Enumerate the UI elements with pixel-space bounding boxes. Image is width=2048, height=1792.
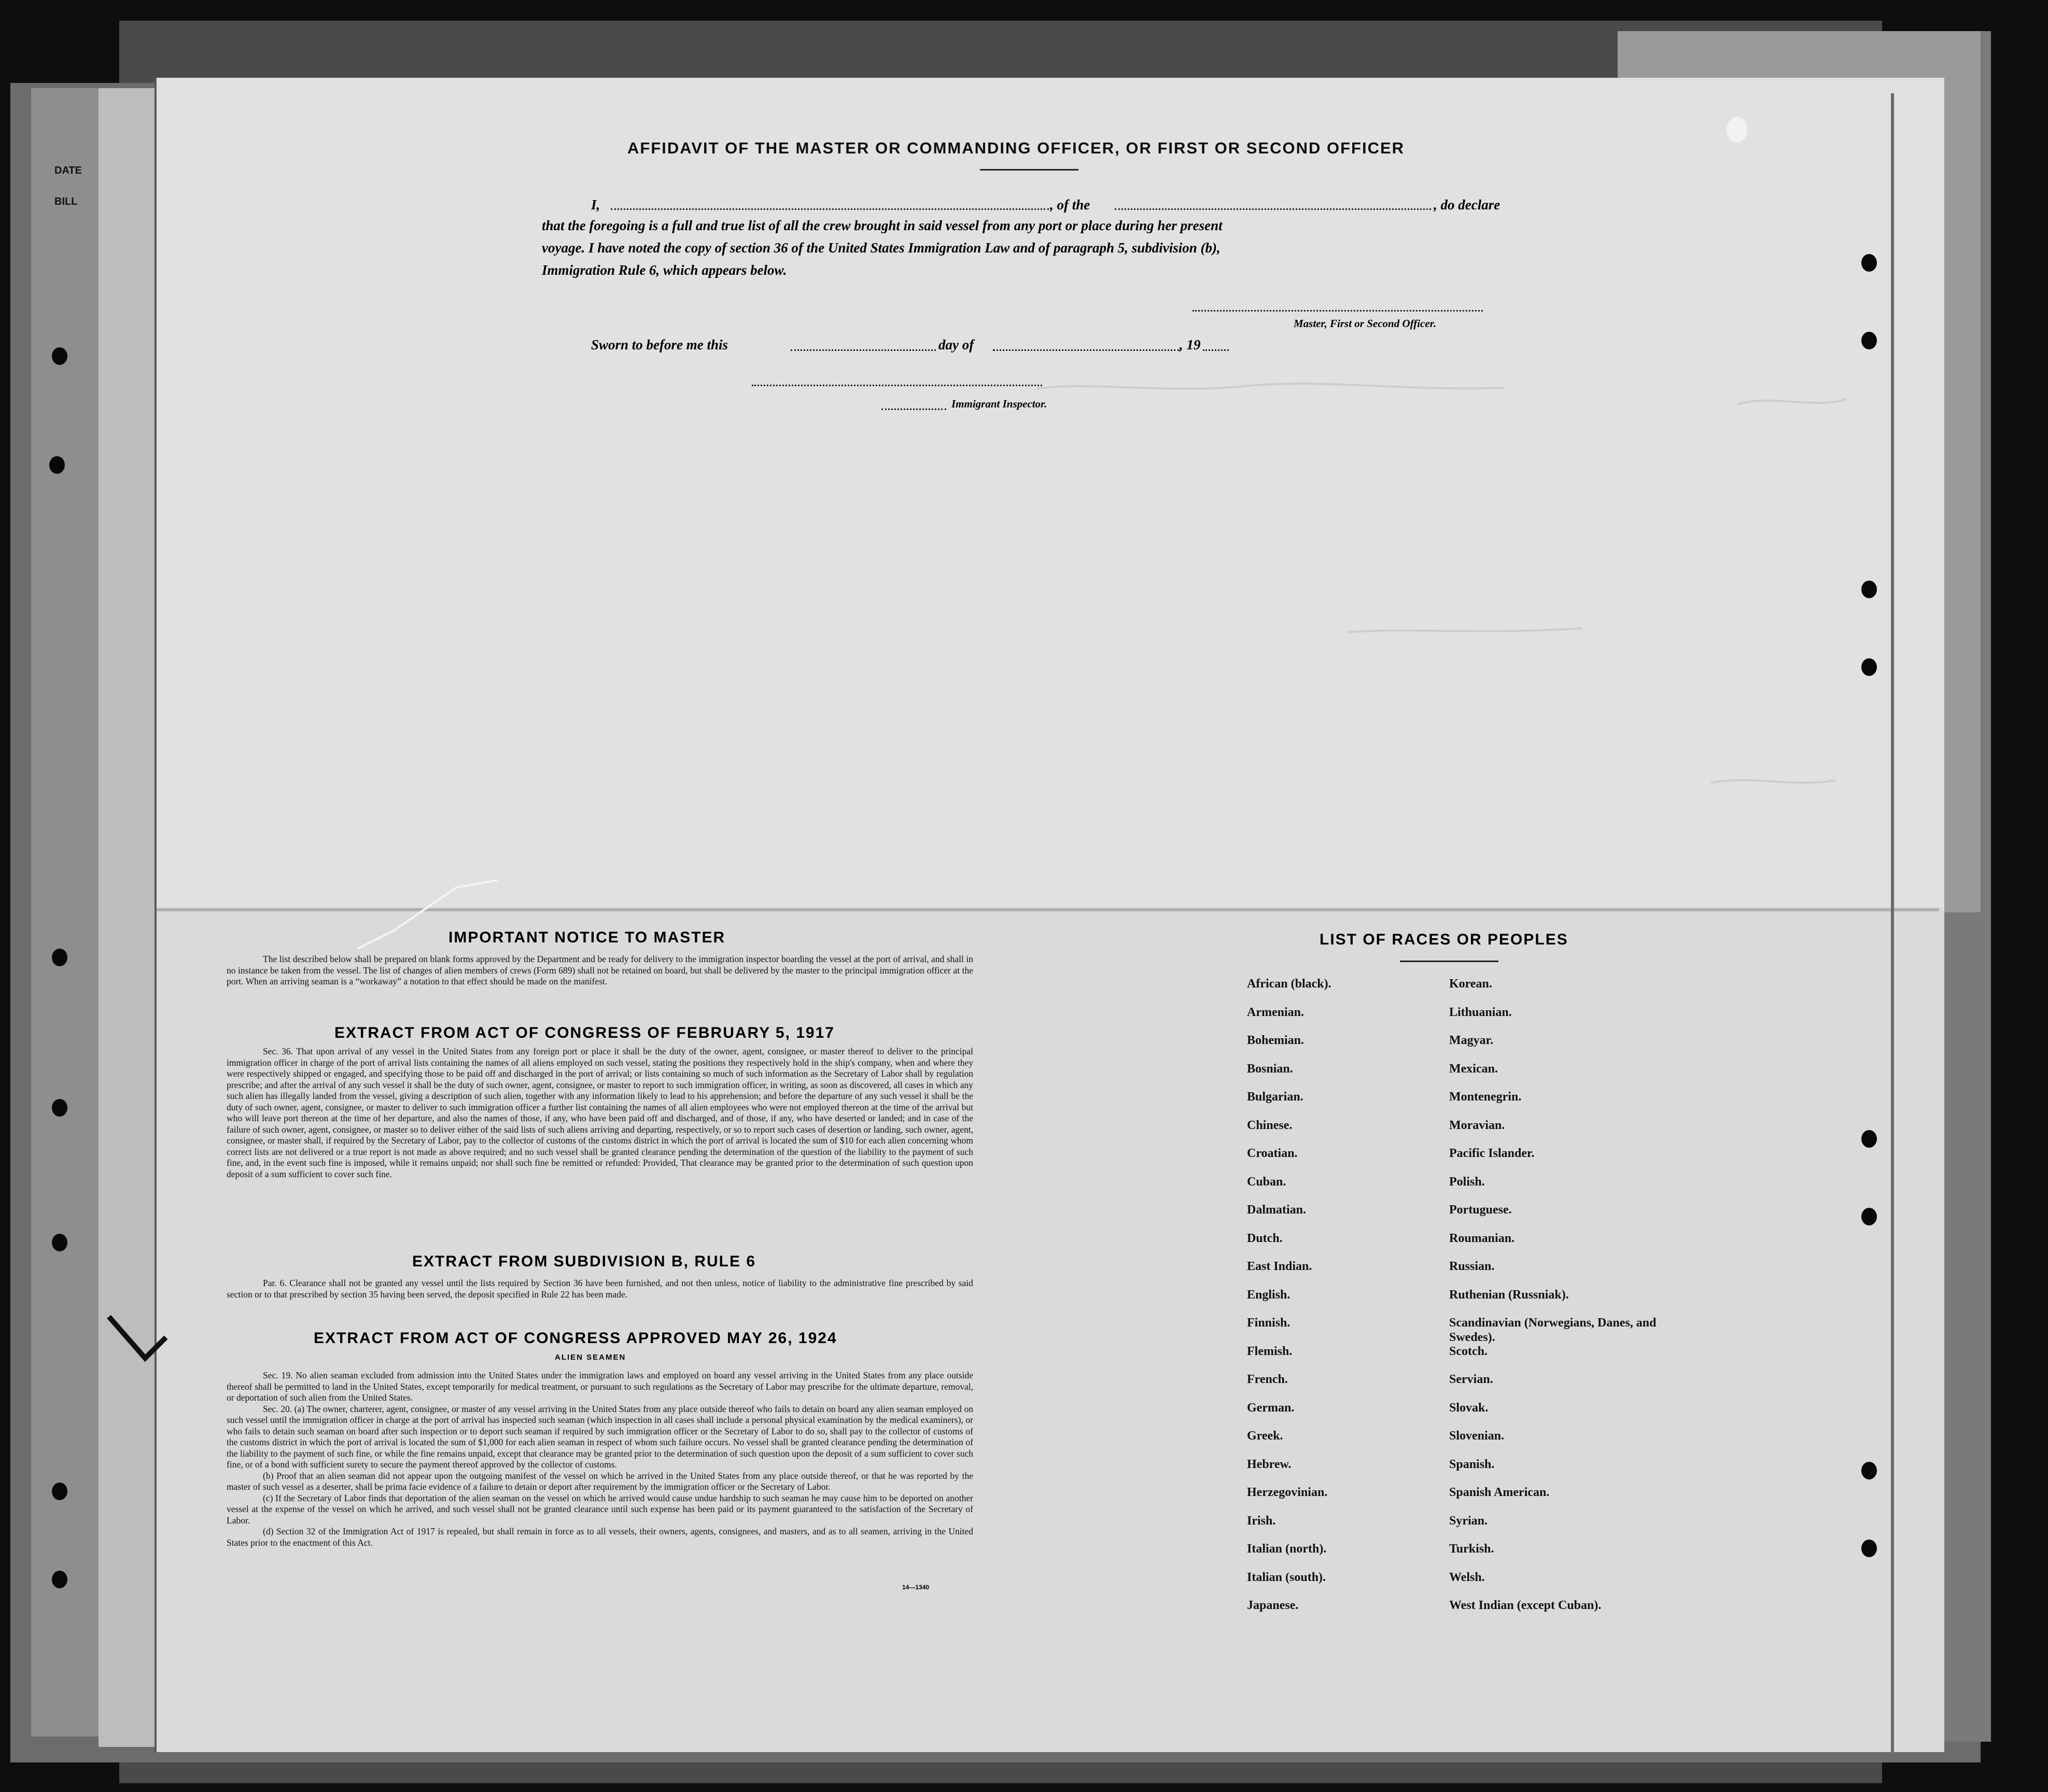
- affidavit-line-3: voyage. I have noted the copy of section 36 of the United States Immigration Law and of paragraph 5, subdivision (b),: [542, 240, 1221, 256]
- affidavit-title: AFFIDAVIT OF THE MASTER OR COMMANDING OFFICER, OR FIRST OR SECOND OFFICER: [627, 139, 1405, 157]
- race-item: Ruthenian (Russniak).: [1449, 1288, 1569, 1302]
- affidavit-of-the: , of the: [1050, 197, 1090, 213]
- sworn-label: Sworn to before me this: [591, 337, 728, 352]
- race-item: Syrian.: [1449, 1514, 1488, 1528]
- master-signature-label: Master, First or Second Officer.: [1294, 317, 1436, 330]
- extract-1924-title: EXTRACT FROM ACT OF CONGRESS APPROVED MAY 26, 1924: [314, 1330, 837, 1347]
- race-item: Greek.: [1247, 1429, 1283, 1443]
- race-item: Roumanian.: [1449, 1231, 1515, 1245]
- edge-label-bill: BILL: [54, 196, 78, 207]
- race-item: Russian.: [1449, 1260, 1495, 1273]
- extract-1924-subtitle: ALIEN SEAMEN: [555, 1353, 626, 1362]
- race-item: West Indian (except Cuban).: [1449, 1599, 1602, 1612]
- race-item: Herzegovinian.: [1247, 1486, 1328, 1499]
- extract-rule6-body: Par. 6. Clearance shall not be granted any vessel until the lists required by Section 36 have been furnished, and not then unless, notice of liability to the administrative fine prescribed by said section or to that prescribed by section 35 having been served, the deposit specified in Rule 22 has been made.: [227, 1278, 973, 1300]
- affidavit-i: I,: [591, 197, 600, 213]
- race-item: Bosnian.: [1247, 1062, 1293, 1076]
- race-item: Servian.: [1449, 1373, 1493, 1386]
- extract-1924-sec19: Sec. 19. No alien seaman excluded from admission into the United States under the immigration laws and employed on board any vessel arriving in the United States from any place outside thereof shall be permitted to land in the United States, except temporarily for medical treatment, or pursuant to such regulations as the Secretary of Labor may prescribe for the ultimate departure, removal, or deportation of such alien from the United States.: [227, 1370, 973, 1403]
- notice-body: The list described below shall be prepared on blank forms approved by the Department and be ready for delivery to the immigration inspector boarding the vessel at the port of arrival, and shall in no instance be taken from the vessel. The list of changes of alien members of crews (Form 689) shall not be retained on board, but shall be delivered by the master to the principal immigration officer at the port. When an arriving seaman is a “workaway” a notation to that effect should be made on the manifest.: [227, 954, 973, 986]
- race-item: Armenian.: [1247, 1005, 1304, 1019]
- race-item: Bohemian.: [1247, 1034, 1304, 1047]
- day-of-label: day of: [938, 337, 974, 352]
- race-item: Japanese.: [1247, 1599, 1299, 1612]
- extract-rule6-title: EXTRACT FROM SUBDIVISION B, RULE 6: [412, 1253, 756, 1270]
- race-item: Montenegrin.: [1449, 1090, 1522, 1104]
- affidavit-line-4: Immigration Rule 6, which appears below.: [542, 262, 787, 278]
- race-item: Dalmatian.: [1247, 1203, 1306, 1217]
- race-item: Chinese.: [1247, 1118, 1293, 1132]
- race-item: English.: [1247, 1288, 1290, 1302]
- race-item: Scotch.: [1449, 1344, 1488, 1358]
- race-item: Dutch.: [1247, 1231, 1283, 1245]
- race-item: French.: [1247, 1373, 1288, 1386]
- inspector-signature-label: Immigrant Inspector.: [951, 398, 1047, 410]
- race-item: Turkish.: [1449, 1542, 1494, 1556]
- race-item: Spanish American.: [1449, 1486, 1550, 1499]
- race-item: German.: [1247, 1401, 1295, 1415]
- year-label: , 19: [1180, 337, 1201, 352]
- races-title: LIST OF RACES OR PEOPLES: [1320, 931, 1568, 948]
- race-item: Portuguese.: [1449, 1203, 1512, 1217]
- race-item: Moravian.: [1449, 1118, 1505, 1132]
- extract-1917-body: Sec. 36. That upon arrival of any vessel in the United States from any foreign port or place it shall be the duty of the owner, agent, consignee, or master thereof to deliver to the principal immigration officer in charge of the port of arrival lists containing the names of all aliens employed on such vessel, stating the positions they respectively hold in the ship's company, when and where they were respectively shipped or engaged, and specifying those to be paid off and discharged in the port of arrival; or lists containing so much of such information as the Secretary of Labor shall by regulation prescribe; and after the arrival of any such vessel it shall be the duty of such owner, agent, consignee, or master to report to such immigration officer, in writing, as soon as discovered, all cases in which any such alien has illegally landed from the vessel, giving a description of such alien, together with any information likely to lead to his apprehension; and before the departure of any such vessel it shall be the duty of such owner, agent, consignee, or master to deliver to such immigration officer a further list containing the names of all alien employees who were not employed thereon at the time of the arrival but who will leave port thereon at the time of her departure, and also the names of those, if any, who have been paid off and discharged, and of those, if any, who have deserted or landed; and in case of the failure of such owner, agent, consignee, or master so to deliver either of the said lists of such aliens arriving and departing, respectively, or so to report such cases of desertion or landing, such owner, agent, consignee, or master shall, if required by the Secretary of Labor, pay to the collector of customs of the customs district in which the port of arrival is located the sum of $10 for each alien concerning whom correct lists are not delivered or a true report is not made as above required; and no such vessel shall be granted clearance pending the determination of the question of the liability to the payment of such fine, and, in the event such fine is imposed, while it remains unpaid; nor shall such fine be remitted or refunded: Provided, That clearance may be granted prior to the determination of such question upon deposit of a sum sufficient to cover such fine.: [227, 1046, 973, 1179]
- extract-1924-sec20d: (d) Section 32 of the Immigration Act of 1917 is repealed, but shall remain in force as to all vessels, their owners, agents, consignees, and masters, and as to all seamen, arriving in the United States prior to the enactment of this Act.: [227, 1526, 973, 1548]
- race-item: Irish.: [1247, 1514, 1276, 1528]
- extract-1924-sec20a: Sec. 20. (a) The owner, charterer, agent, consignee, or master of any vessel arriving in the United States from any place outside thereof who fails to detain on board any alien seaman employed on such vessel until the immigration officer in charge at the port of arrival has inspected such seaman (which inspection in all cases shall include a personal physical examination by the medical examiners), or who fails to detain such seaman on board after such inspection or to deport such seaman if required by such immigration officer or the Secretary of Labor to do so, shall pay to the collector of customs of the customs district in which the port of arrival is located the sum of $1,000 for each alien seaman in respect of whom such failure occurs. No vessel shall be granted clearance pending the determination of the liability to the payment of such fine, or while the fine remains unpaid, except that clearance may be granted prior to the determination of such question upon the deposit of a sum sufficient to cover such fine, or of a bond with sufficient surety to secure the payment thereof approved by the collector of customs.: [227, 1403, 973, 1470]
- race-item: Pacific Islander.: [1449, 1147, 1535, 1160]
- affidavit-line-2: that the foregoing is a full and true list of all the crew brought in said vessel from any port or place during her present: [542, 218, 1223, 233]
- race-item: Bulgarian.: [1247, 1090, 1303, 1104]
- edge-label-date: DATE: [54, 165, 82, 176]
- extract-1917-title: EXTRACT FROM ACT OF CONGRESS OF FEBRUARY 5, 1917: [334, 1024, 835, 1041]
- race-item: Scandinavian (Norwegians, Danes, and Swedes).: [1449, 1316, 1657, 1344]
- form-number: 14—1340: [902, 1584, 930, 1591]
- race-item: Spanish.: [1449, 1457, 1495, 1471]
- race-item: Hebrew.: [1247, 1457, 1292, 1471]
- extract-1924-sec20b: (b) Proof that an alien seaman did not appear upon the outgoing manifest of the vessel on which he arrived in the United States from any place outside thereof, or that he was reported by the master of such vessel as a deserter, shall be prima facie evidence of a failure to detain or deport after requirement by the immigration officer or the Secretary of Labor.: [227, 1470, 973, 1492]
- race-item: East Indian.: [1247, 1260, 1312, 1273]
- race-item: Flemish.: [1247, 1344, 1293, 1358]
- race-item: Cuban.: [1247, 1175, 1286, 1189]
- race-item: Lithuanian.: [1449, 1005, 1512, 1019]
- race-item: Slovak.: [1449, 1401, 1489, 1415]
- race-item: Korean.: [1449, 977, 1492, 991]
- race-item: Magyar.: [1449, 1034, 1494, 1047]
- race-item: Finnish.: [1247, 1316, 1290, 1330]
- race-item: Slovenian.: [1449, 1429, 1505, 1443]
- affidavit-do-declare: , do declare: [1434, 197, 1500, 213]
- race-item: African (black).: [1247, 977, 1331, 991]
- extract-1924-sec20c: (c) If the Secretary of Labor finds that deportation of the alien seaman on the vessel on which he arrived would cause undue hardship to such seaman he may cause him to be deported on another vessel at the expense of the vessel on which he arrived, and such vessel shall not be granted clearance until such expense has been paid or its payment guaranteed to the satisfaction of the Secretary of Labor.: [227, 1492, 973, 1526]
- race-item: Mexican.: [1449, 1062, 1498, 1076]
- notice-title: IMPORTANT NOTICE TO MASTER: [448, 929, 726, 946]
- race-item: Polish.: [1449, 1175, 1485, 1189]
- race-item: Croatian.: [1247, 1147, 1298, 1160]
- race-item: Welsh.: [1449, 1570, 1485, 1584]
- race-item: Italian (south).: [1247, 1570, 1326, 1584]
- race-item: Italian (north).: [1247, 1542, 1327, 1556]
